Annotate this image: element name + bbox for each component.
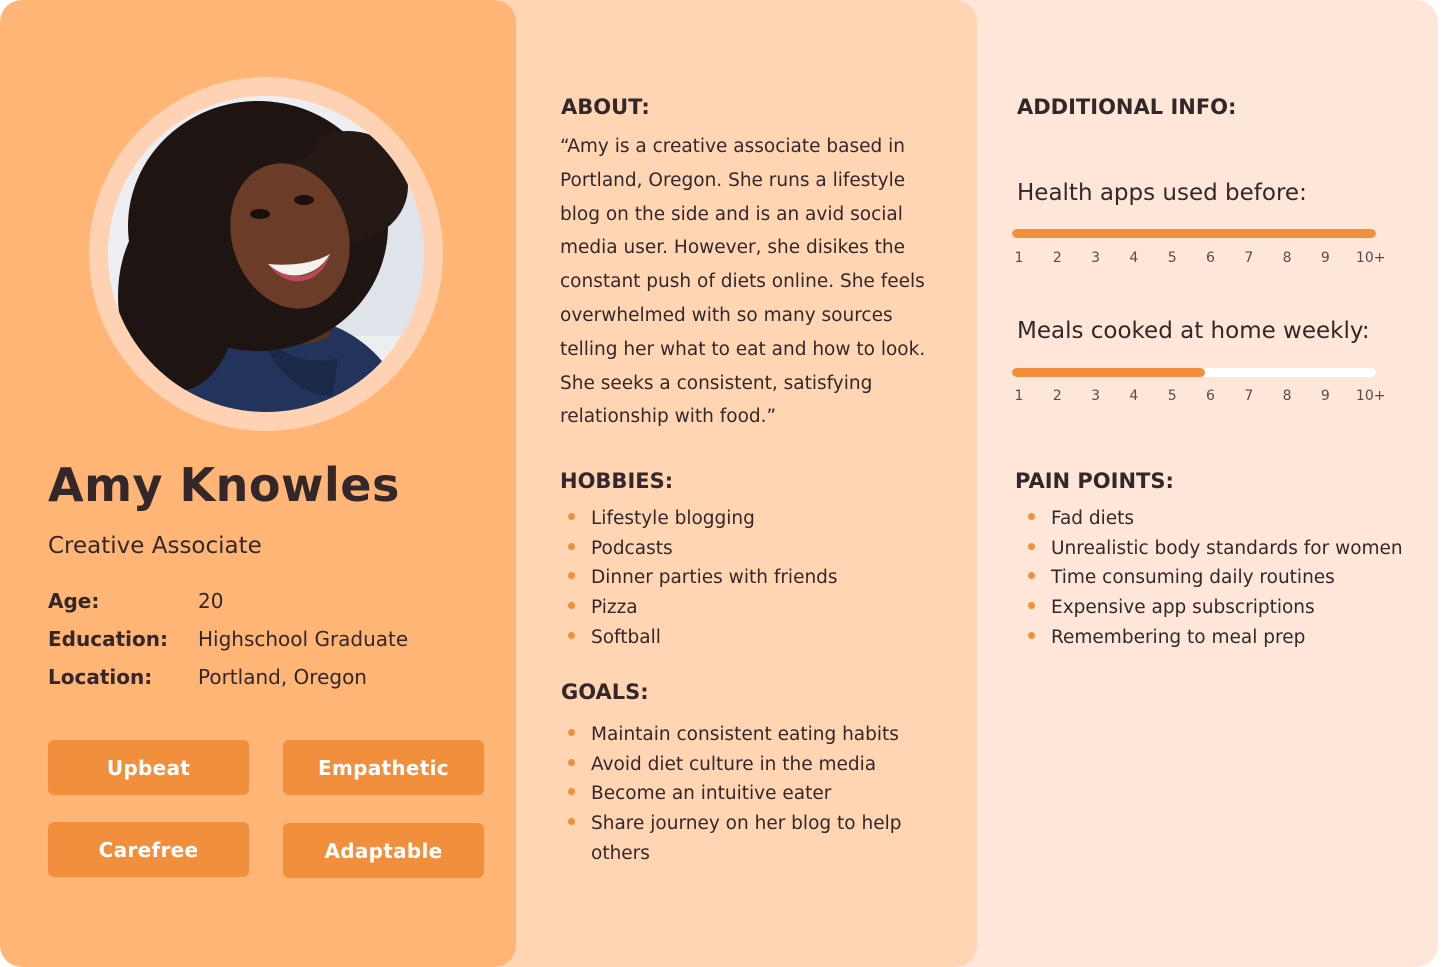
bullet-icon [1028,572,1035,579]
list-item-text: Time consuming daily routines [1051,567,1335,589]
scale-label: 6 [1206,250,1215,266]
meals-cooked-bar [1012,368,1376,377]
about-heading: ABOUT: [561,95,650,119]
goals-heading: GOALS: [561,680,649,704]
age-label: Age: [48,589,100,613]
list-item-text: Podcasts [591,537,673,559]
scale-label: 9 [1320,388,1330,404]
location-label: Location: [48,665,153,689]
persona-role: Creative Associate [48,533,262,559]
scale-label: 5 [1167,250,1177,266]
list-item [560,779,930,809]
age-value: 20 [198,589,224,613]
bullet-icon [568,818,575,825]
list-item [560,623,838,653]
hobbies-list [560,504,838,653]
health-apps-scale-labels [1012,250,1384,270]
trait-carefree: Carefree [48,822,249,877]
list-item [560,720,930,750]
list-item-text: Remembering to meal prep [1051,626,1306,648]
bullet-icon [568,513,575,520]
avatar-photo [108,96,424,412]
scale-label: 8 [1282,250,1292,266]
scale-label: 2 [1052,388,1062,404]
scale-label: 3 [1091,250,1101,266]
health-apps-bar [1012,229,1376,238]
list-item-text: Avoid diet culture in the media [591,753,877,775]
health-apps-fill [1012,229,1376,238]
bullet-icon [568,759,575,766]
education-label: Education: [48,627,168,651]
scale-label: 2 [1052,250,1062,266]
list-item-text: Maintain consistent eating habits [591,724,899,745]
about-text: “Amy is a creative associate based in Portland, Oregon. She runs a lifestyle blog on the side and is an avid social media user. However, she disikes the constant push of diets online. She feels overwhelmed with so many sources telling her what to eat and how to look. She seeks a consistent, satisfying relationship with food.” [560,136,926,428]
bullet-icon [568,572,575,579]
list-item-text: Unrealistic body standards for women [1051,537,1403,559]
list-item [1020,623,1403,653]
meals-cooked-scale-labels [1012,388,1384,408]
location-row [48,665,367,689]
bullet-icon [1028,513,1035,520]
trait-empathetic: Empathetic [283,740,484,795]
meals-cooked-title: Meals cooked at home weekly: [1017,318,1370,344]
list-item-text: Become an intuitive eater [591,783,832,805]
scale-label: 3 [1091,388,1101,404]
scale-label: 5 [1167,388,1177,404]
avatar [108,96,424,412]
list-item [560,593,838,623]
list-item [560,534,838,564]
list-item-text: Expensive app subscriptions [1051,597,1315,619]
list-item [560,563,838,593]
avatar-ring [89,77,443,431]
bullet-icon [1028,543,1035,550]
scale-label: 4 [1129,388,1139,404]
list-item-text: Dinner parties with friends [591,567,838,589]
scale-label: 10+ [1355,250,1386,266]
pain-points-list [1020,504,1403,653]
list-item [1020,563,1403,593]
scale-label: 7 [1244,250,1254,266]
list-item [1020,504,1403,534]
pain-points-heading: PAIN POINTS: [1015,469,1174,493]
additional-info-heading: ADDITIONAL INFO: [1017,95,1237,119]
age-row [48,589,223,613]
list-item-text: Pizza [591,597,638,619]
meals-cooked-fill [1012,368,1205,377]
list-item-text: Lifestyle blogging [591,508,755,529]
list-item-text: Softball [591,626,661,648]
list-item [560,750,930,780]
scale-label: 10+ [1355,388,1386,404]
trait-upbeat: Upbeat [48,740,249,795]
bullet-icon [1028,632,1035,639]
scale-label: 4 [1129,250,1139,266]
bullet-icon [568,543,575,550]
health-apps-title: Health apps used before: [1017,180,1307,206]
list-item [1020,593,1403,623]
goals-list [560,720,930,869]
bullet-icon [1028,602,1035,609]
scale-label: 1 [1014,250,1024,266]
list-item [560,504,838,534]
education-row [48,627,408,651]
bullet-icon [568,602,575,609]
location-value: Portland, Oregon [198,665,367,689]
scale-label: 9 [1320,250,1330,266]
scale-label: 8 [1282,388,1292,404]
list-item [560,809,911,868]
trait-adaptable: Adaptable [283,823,484,878]
persona-name: Amy Knowles [48,458,400,512]
list-item-text: Share journey on her blog to help others [591,813,902,864]
bullet-icon [568,729,575,736]
scale-label: 7 [1244,388,1254,404]
bullet-icon [568,788,575,795]
scale-label: 1 [1014,388,1024,404]
list-item-text: Fad diets [1051,508,1135,529]
bullet-icon [568,632,575,639]
list-item [1020,534,1403,564]
hobbies-heading: HOBBIES: [560,469,674,493]
scale-label: 6 [1206,388,1215,404]
education-value: Highschool Graduate [198,627,409,651]
